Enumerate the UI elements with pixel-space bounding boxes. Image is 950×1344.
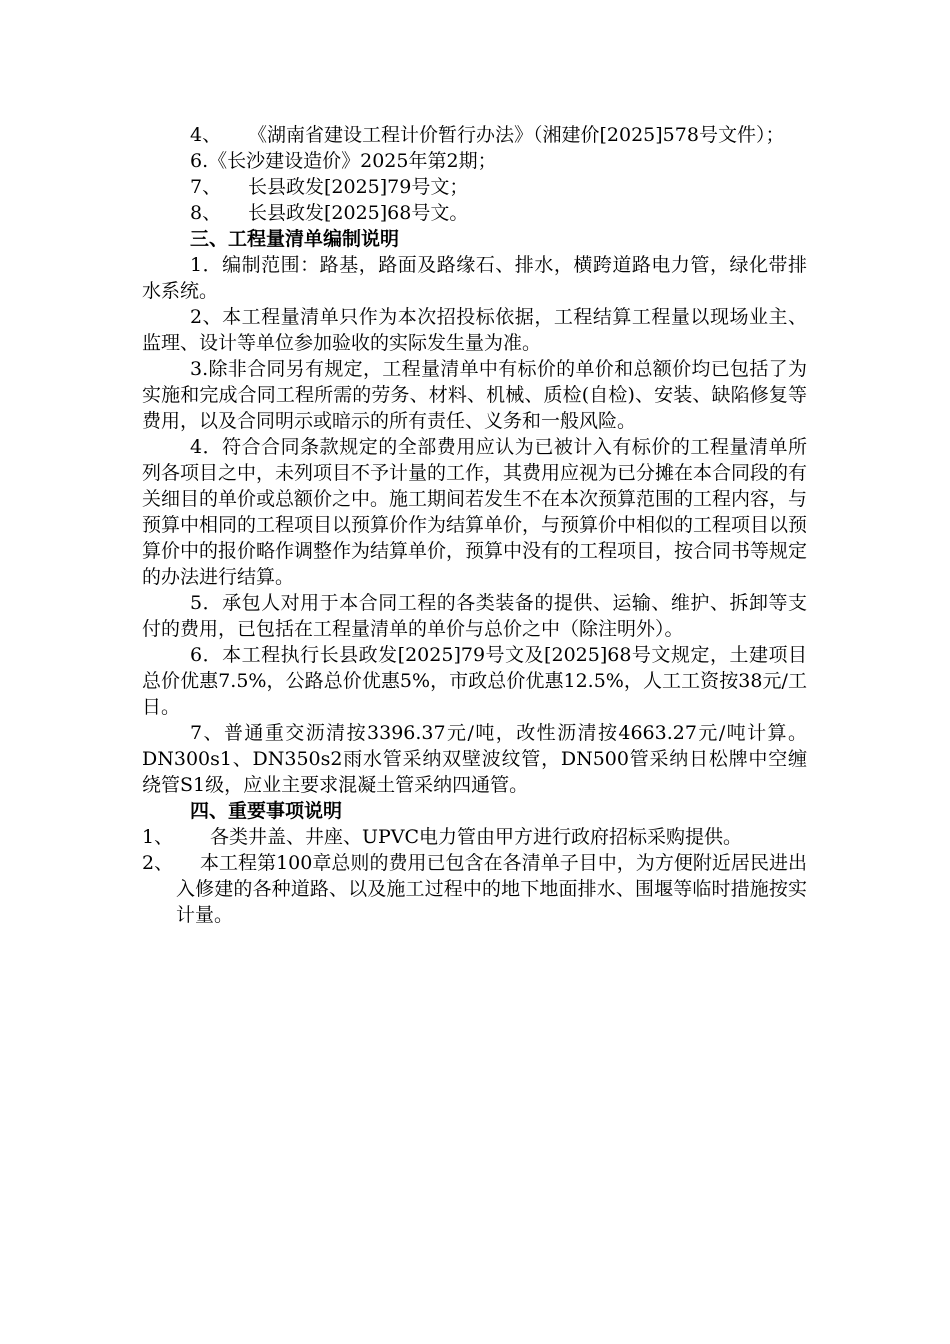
section-3-paragraph-2: 2、本工程量清单只作为本次招投标依据，工程结算工程量以现场业主、监理、设计等单位参加验收的实际发生量为准。 [142, 306, 807, 354]
section-3-paragraph-6: 6．本工程执行长县政发[2025]79号文及[2025]68号文规定，土建项目总价优惠7.5%，公路总价优惠5%，市政总价优惠12.5%，人工工资按38元/工日。 [142, 644, 807, 718]
important-item-1-number: 1、 [142, 826, 174, 848]
section-3-paragraph-1: 1．编制范围：路基，路面及路缘石、排水，横跨道路电力管，绿化带排水系统。 [142, 254, 807, 302]
important-item-1 [142, 824, 807, 850]
important-item-2-number: 2、 [142, 852, 174, 874]
section-3-paragraph-4: 4．符合合同条款规定的全部费用应认为已被计入有标价的工程量清单所列各项目之中，未列项目不予计量的工作，其费用应视为已分摊在本合同段的有关细目的单价或总额价之中。施工期间若发生不在本次预算范围的工程内容，与预算中相同的工程项目以预算价作为结算单价，与预算价中相似的工程项目以预算价中的报价略作调整作为结算单价，预算中没有的工程项目，按合同书等规定的办法进行结算。 [142, 436, 808, 588]
section-3-paragraph-3: 3.除非合同另有规定，工程量清单中有标价的单价和总额价均已包括了为实施和完成合同工程所需的劳务、材料、机械、质检(自检)、安装、缺陷修复等费用，以及合同明示或暗示的所有责任、义务和一般风险。 [142, 358, 807, 432]
important-item-1-text: 各类井盖、井座、UPVC电力管由甲方进行政府招标采购提供。 [210, 826, 743, 848]
section-3-paragraph-5: 5．承包人对用于本合同工程的各类装备的提供、运输、维护、拆卸等支付的费用，已包括在工程量清单的单价与总价之中（除注明外）。 [142, 592, 807, 640]
basis-item-6 [142, 148, 807, 174]
basis-item-8-number: 8、 [190, 202, 222, 224]
section-4-heading: 四、重要事项说明 [190, 800, 343, 822]
basis-item-4-number: 4、 [190, 124, 222, 146]
document-page [142, 122, 807, 928]
section-3-paragraph-7: 7、普通重交沥清按3396.37元/吨，改性沥清按4663.27元/吨计算。DN300s1、DN350s2雨水管采纳双壁波纹管，DN500管采纳日松牌中空缠绕管S1级，应业主要求混凝土管采纳四通管。 [142, 722, 807, 796]
important-item-2-text: 本工程第100章总则的费用已包含在各清单子目中，为方便附近居民进出入修建的各种道路、以及施工过程中的地下地面排水、围堰等临时措施按实计量。 [176, 852, 807, 926]
important-item-2 [142, 850, 807, 928]
basis-item-7-text: 长县政发[2025]79号文； [248, 176, 469, 198]
basis-item-8 [142, 200, 807, 226]
section-3-heading: 三、工程量清单编制说明 [190, 228, 400, 250]
basis-item-8-text: 长县政发[2025]68号文。 [248, 202, 469, 224]
basis-item-7-number: 7、 [190, 176, 222, 198]
basis-item-4 [142, 122, 807, 148]
basis-item-4-text: 《湖南省建设工程计价暂行办法》（湘建价[2025]578号文件）； [248, 124, 785, 146]
basis-item-7 [142, 174, 807, 200]
basis-item-6-text: 6.《长沙建设造价》2025年第2期； [190, 150, 497, 172]
